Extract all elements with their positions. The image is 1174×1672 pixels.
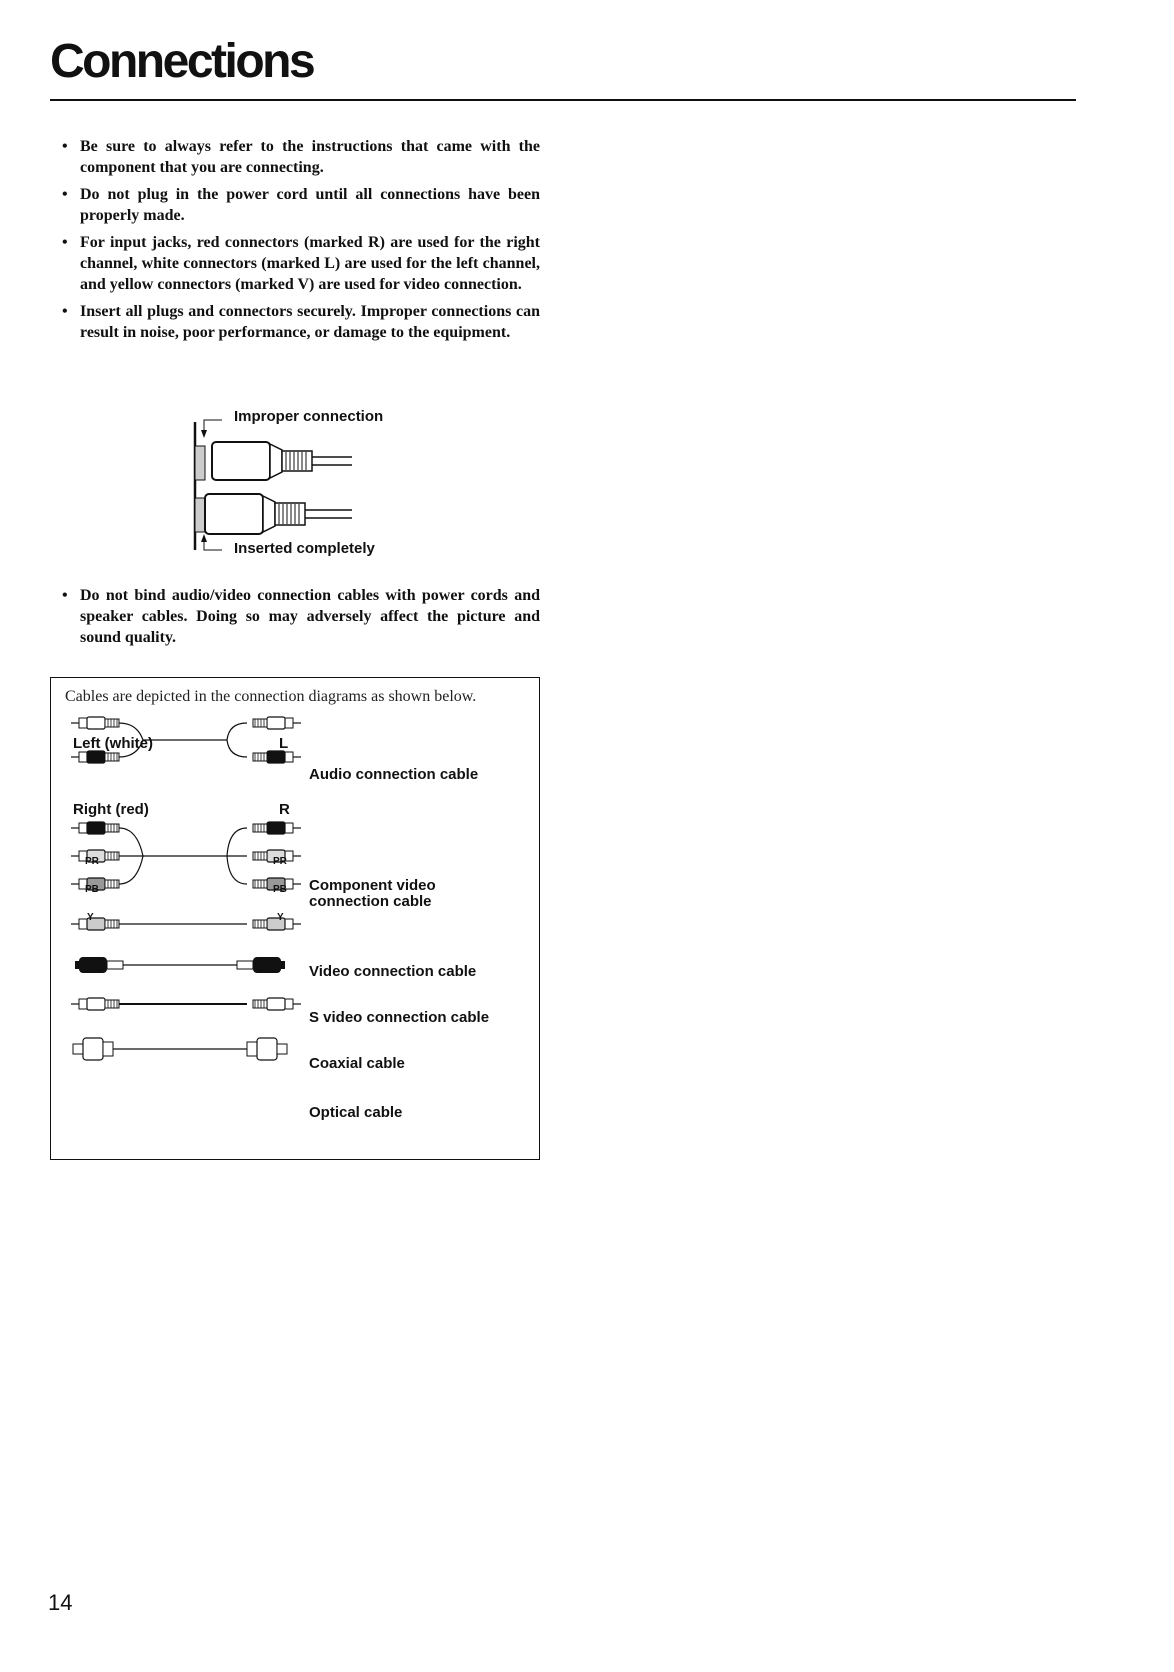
plug-insertion-figure <box>190 408 450 560</box>
optical-cable-label: Optical cable <box>309 1104 403 1121</box>
precautions-list <box>62 136 540 349</box>
cable-legend-intro: Cables are depicted in the connection diagrams as shown below. <box>65 688 477 705</box>
audio-cable-label: Audio connection cable <box>309 766 479 783</box>
audio-left-label: Left (white) <box>73 735 153 752</box>
bullet-item: • Be sure to always refer to the instructions that came with the component that you are connecting. <box>62 136 540 178</box>
cable-routing-list <box>62 585 540 654</box>
component-cable-label-line1: Component video <box>309 877 436 894</box>
audio-left-short-label: L <box>279 735 289 752</box>
coaxial-cable-label: Coaxial cable <box>309 1055 405 1072</box>
bullet-item: • Do not plug in the power cord until all connections have been properly made. <box>62 184 540 226</box>
component-cable-drawing <box>71 822 301 890</box>
cable-legend-box <box>50 677 540 1160</box>
component-y-right-label: Y <box>277 912 284 923</box>
svideo-cable-label: S video connection cable <box>309 1009 490 1026</box>
coaxial-cable-drawing <box>71 998 301 1010</box>
video-cable-drawing <box>71 918 301 930</box>
plug-insertion-drawing <box>190 412 450 560</box>
component-pb-right-label: PB <box>273 884 287 895</box>
component-pr-left-label: PR <box>85 856 99 867</box>
component-pr-right-label: PR <box>273 856 287 867</box>
page-number: 14 <box>48 1590 73 1615</box>
audio-right-label: Right (red) <box>73 801 149 818</box>
improper-connection-label: Improper connection <box>234 408 384 425</box>
page-title: Connections <box>50 35 314 88</box>
component-pb-left-label: PB <box>85 884 99 895</box>
bullet-item: • Insert all plugs and connectors securely. Improper connections can result in noise, poor performance, or damage to the equipment. <box>62 301 540 343</box>
bullet-item: • Do not bind audio/video connection cables with power cords and speaker cables. Doing so may adversely affect the picture and sound quality. <box>62 585 540 648</box>
video-cable-label: Video connection cable <box>309 963 477 980</box>
title-rule <box>50 99 1076 101</box>
svideo-cable-drawing <box>75 957 285 973</box>
inserted-completely-label: Inserted completely <box>234 540 375 557</box>
component-y-left-label: Y <box>87 912 94 923</box>
component-cable-label-line2: connection cable <box>309 893 432 910</box>
bullet-item: • For input jacks, red connectors (marked R) are used for the right channel, white connectors (marked L) are used for the left channel, and yellow connectors (marked V) are used for video connection. <box>62 232 540 295</box>
audio-right-short-label: R <box>279 801 290 818</box>
optical-cable-drawing <box>73 1038 287 1060</box>
